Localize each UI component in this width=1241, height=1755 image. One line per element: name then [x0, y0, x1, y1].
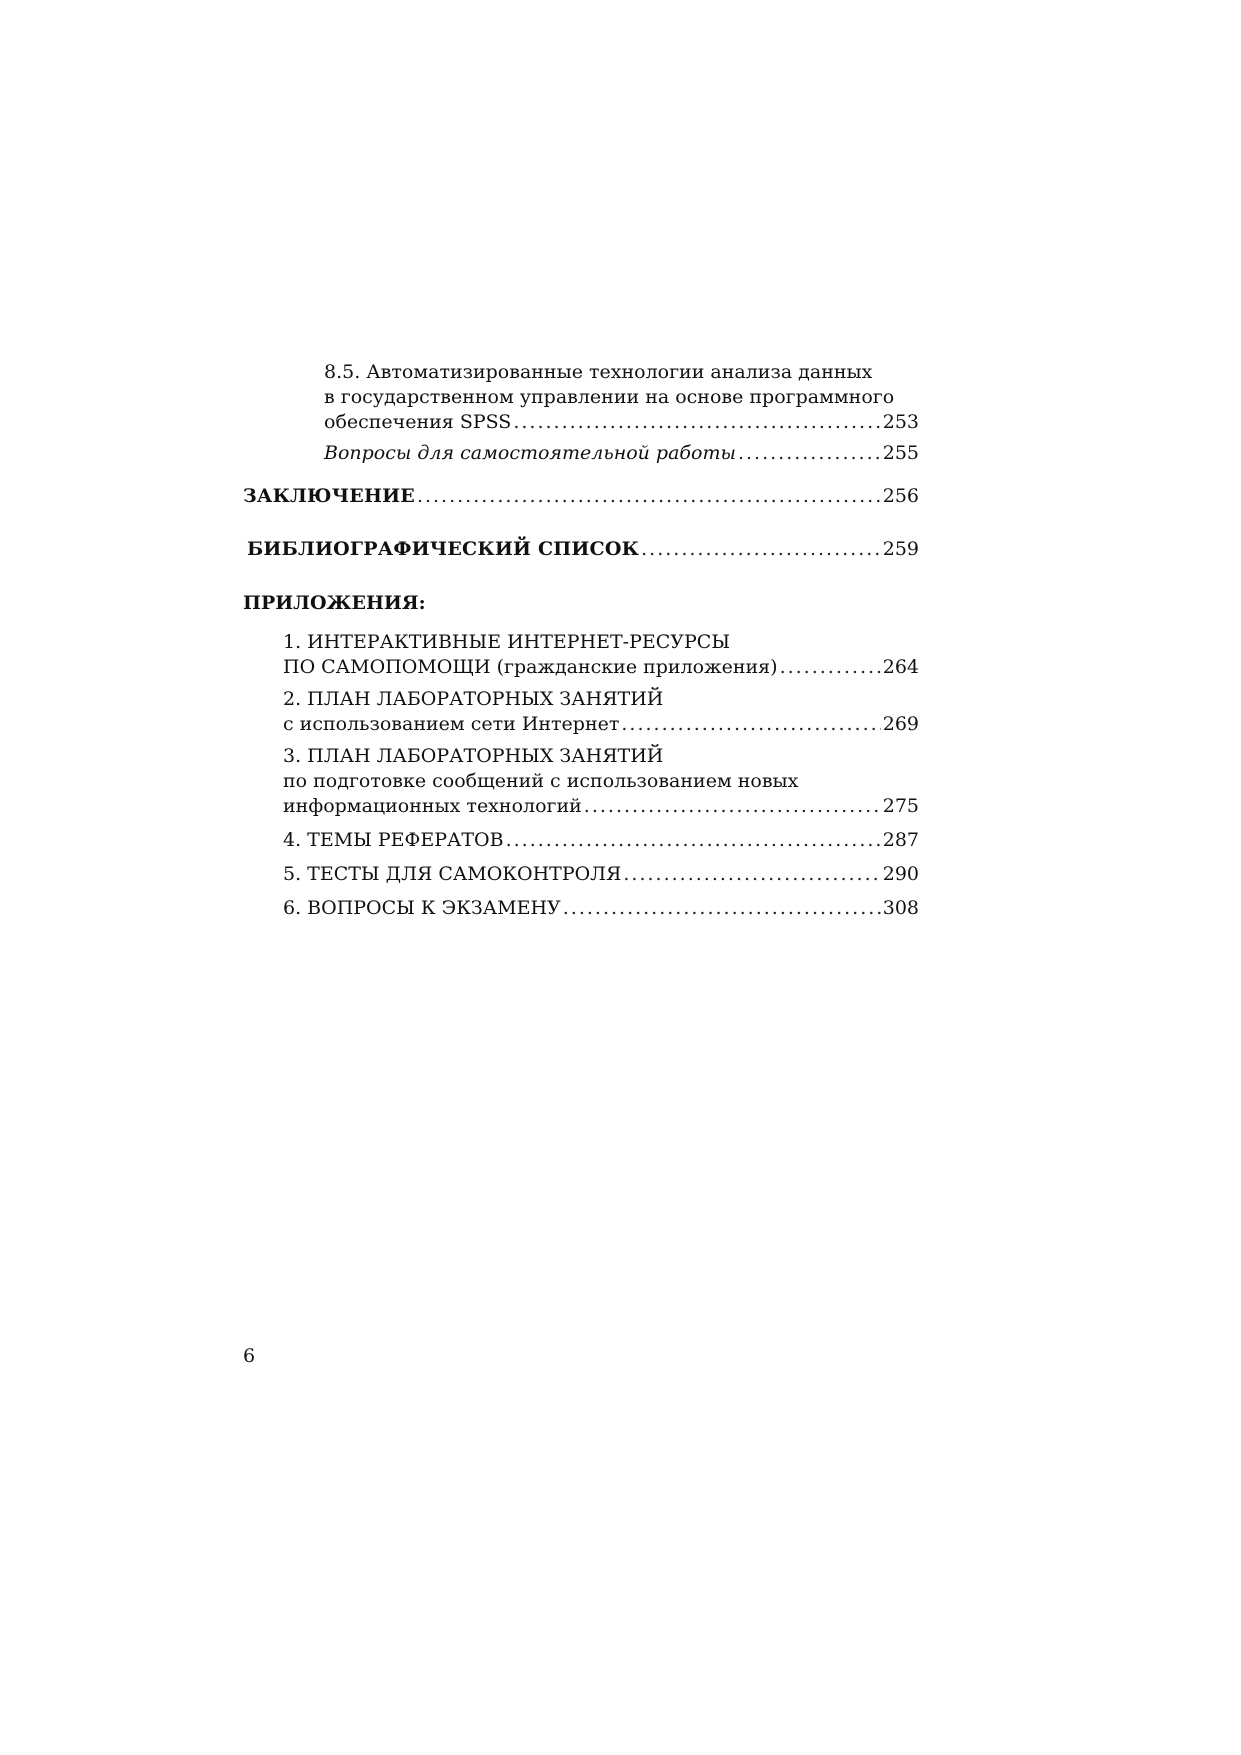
dot-leader: [417, 484, 881, 509]
toc-page-number: 275: [882, 795, 919, 817]
toc-page-number: 256: [882, 485, 919, 507]
toc-page-number: 287: [882, 829, 919, 851]
toc-entry-line: 2. ПЛАН ЛАБОРАТОРНЫХ ЗАНЯТИЙ: [283, 688, 664, 710]
toc-entry-leader-line: [283, 655, 919, 680]
toc-entry-line: по подготовке сообщений с использованием новых: [283, 770, 799, 792]
table-of-contents: [243, 360, 919, 921]
dot-leader: [621, 712, 880, 737]
toc-entry-line: обеспечения SPSS: [324, 411, 512, 433]
toc-entry-title: 5. ТЕСТЫ ДЛЯ САМОКОНТРОЛЯ: [283, 863, 622, 885]
toc-entry-leader-line: [283, 828, 919, 853]
toc-entry-leader-line: [283, 862, 919, 887]
toc-page-number: 259: [882, 538, 919, 560]
appendix-entry-2: [243, 687, 919, 737]
toc-entry-line: информационных технологий: [283, 795, 582, 817]
toc-page-number: 255: [882, 442, 919, 464]
dot-leader: [506, 828, 881, 853]
toc-page-number: 264: [882, 656, 919, 678]
appendix-entry-4: [243, 828, 919, 853]
toc-entry-conclusion: [243, 484, 919, 509]
appendix-entry-1: [243, 630, 919, 680]
dot-leader: [513, 410, 880, 435]
toc-entry-leader-line: [324, 410, 919, 435]
dot-leader: [584, 794, 881, 819]
toc-entry-line: в государственном управлении на основе программного: [324, 386, 895, 408]
toc-entry-title: 6. ВОПРОСЫ К ЭКЗАМЕНУ: [283, 897, 561, 919]
toc-entry-leader-line: [324, 441, 919, 466]
appendix-entry-5: [243, 862, 919, 887]
toc-entry-title: Вопросы для самостоятельной работы: [324, 442, 736, 464]
dot-leader: [641, 537, 881, 562]
dot-leader: [780, 655, 881, 680]
toc-entry-leader-line: [283, 712, 919, 737]
toc-page-number: 253: [882, 411, 919, 433]
toc-page-number: 290: [882, 863, 919, 885]
appendices-heading: ПРИЛОЖЕНИЯ:: [243, 592, 426, 614]
toc-page-number: 269: [882, 713, 919, 735]
toc-entry-leader-line: [243, 484, 919, 509]
toc-page-number: 308: [882, 897, 919, 919]
toc-entry-line: ПО САМОПОМОЩИ (гражданские приложения): [283, 656, 778, 678]
toc-entry-line: 3. ПЛАН ЛАБОРАТОРНЫХ ЗАНЯТИЙ: [283, 745, 664, 767]
dot-leader: [623, 862, 880, 887]
toc-entry-line: 8.5. Автоматизированные технологии анализа данных: [324, 361, 873, 383]
toc-entry-bibliography: [243, 537, 919, 562]
toc-entry-line: с использованием сети Интернет: [283, 713, 620, 735]
appendix-entry-3: [243, 744, 919, 819]
toc-entry-title: 4. ТЕМЫ РЕФЕРАТОВ: [283, 829, 504, 851]
toc-entry-line: 1. ИНТЕРАКТИВНЫЕ ИНТЕРНЕТ-РЕСУРСЫ: [283, 631, 731, 653]
toc-entry-8-5: [243, 360, 919, 435]
dot-leader: [563, 896, 881, 921]
appendix-entry-6: [243, 896, 919, 921]
toc-entry-leader-line: [283, 896, 919, 921]
dot-leader: [738, 441, 881, 466]
toc-entry-title: ЗАКЛЮЧЕНИЕ: [243, 485, 415, 507]
toc-entry-questions: [243, 441, 919, 466]
page-number: 6: [243, 1345, 256, 1367]
toc-entry-leader-line: [247, 537, 919, 562]
toc-entry-leader-line: [283, 794, 919, 819]
toc-entry-title: БИБЛИОГРАФИЧЕСКИЙ СПИСОК: [247, 538, 640, 560]
